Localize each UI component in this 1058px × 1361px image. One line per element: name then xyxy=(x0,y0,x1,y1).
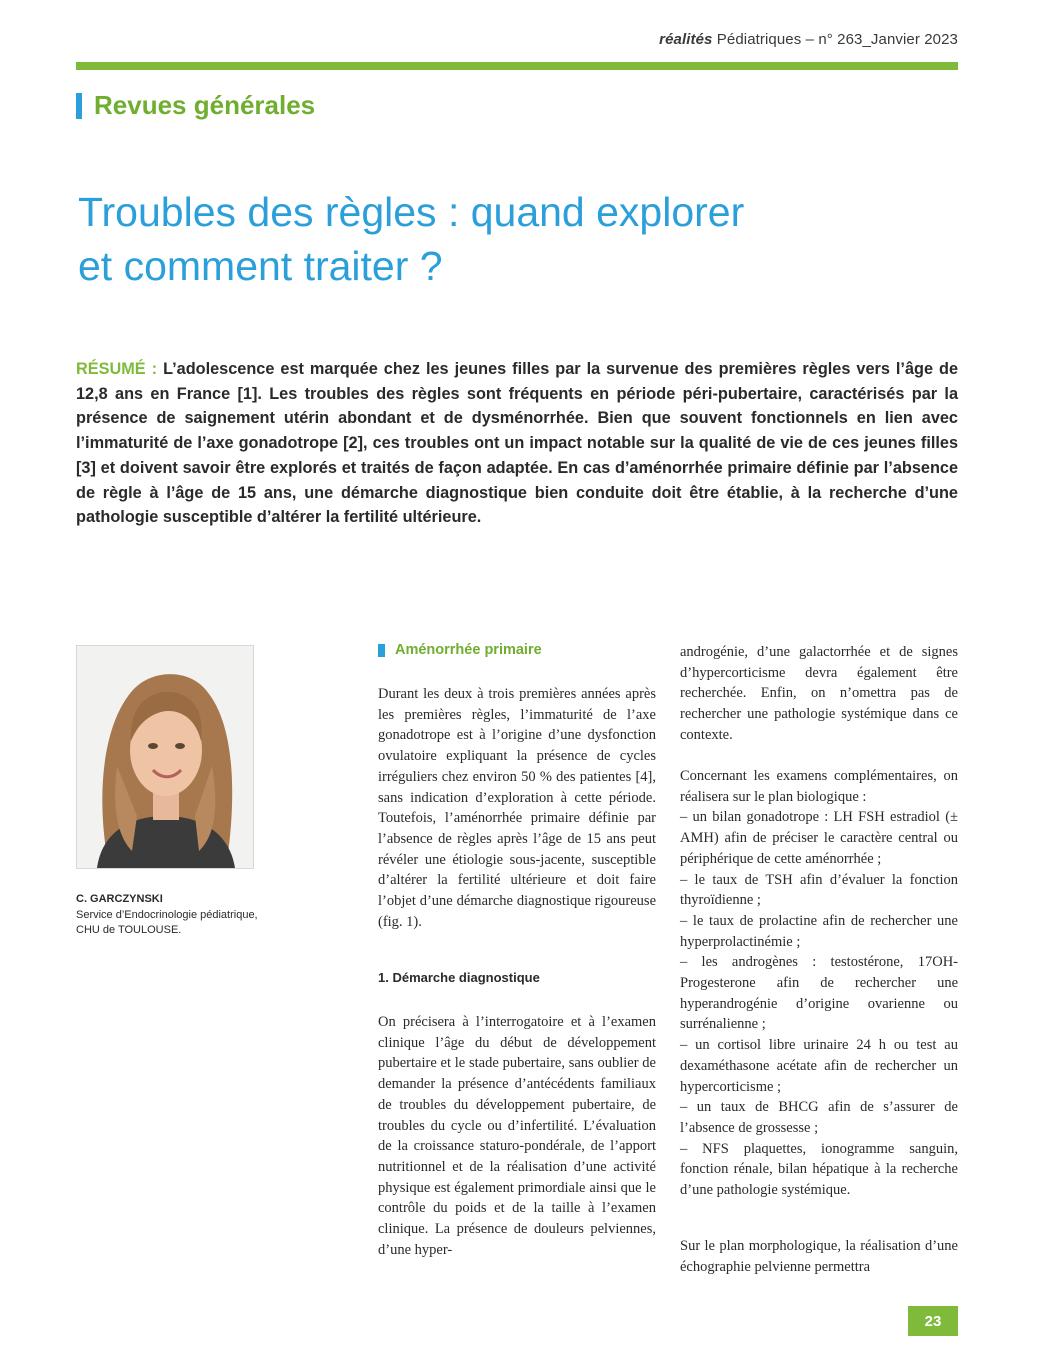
exam-item: – le taux de TSH afin d’évaluer la fonction thyroïdienne ; xyxy=(680,871,958,909)
exam-item: – un bilan gonadotrope : LH FSH estradiol (± AMH) afin de préciser le caractère central ou périphérique de cette aménorrhée ; xyxy=(680,809,958,867)
column2-paragraph-3: Sur le plan morphologique, la réalisation d’une échographie pelvienne permettra xyxy=(680,1238,958,1275)
exam-item: – les androgènes : testostérone, 17OH-Progesterone afin de rechercher une hyperandrogénie d’origine ovarienne ou surrénalienne ; xyxy=(680,954,958,1033)
exam-item: – un cortisol libre urinaire 24 h ou test au dexaméthasone acétate afin de rechercher un hypercorticisme ; xyxy=(680,1037,958,1095)
column-heading xyxy=(378,642,542,658)
page-number: 23 xyxy=(908,1306,958,1336)
exam-item: – NFS plaquettes, ionogramme sanguin, fonction rénale, bilan hépatique à la recherche d’une pathologie systémique. xyxy=(680,1140,958,1199)
column2-exam-list xyxy=(680,766,958,1201)
section-label: Revues générales xyxy=(94,90,316,120)
exam-intro: Concernant les examens complémentaires, on réalisera sur le plan biologique : xyxy=(680,768,958,805)
journal-brand: réalités xyxy=(659,31,713,48)
heading-text: Aménorrhée primaire xyxy=(395,642,542,658)
affiliation-line-2: CHU de TOULOUSE. xyxy=(76,924,182,936)
author-name: C. GARCZYNSKI xyxy=(76,893,163,905)
journal-issue: Pédiatriques – n° 263_Janvier 2023 xyxy=(716,31,958,48)
exam-item: – le taux de prolactine afin de rechercher une hyperprolactinémie ; xyxy=(680,912,958,950)
affiliation-line-1: Service d’Endocrinologie pédiatrique, xyxy=(76,909,258,921)
author-portrait-illustration xyxy=(77,646,253,868)
author-affiliation xyxy=(76,908,296,938)
article-title xyxy=(78,185,938,293)
section-tag xyxy=(76,90,315,121)
running-header xyxy=(659,31,958,48)
title-line-2: et comment traiter ? xyxy=(78,243,443,289)
abstract-text: L’adolescence est marquée chez les jeunes filles par la survenue des premières règles vers l’âge de 12,8 ans en France [1]. Les troubles des règles sont fréquents en période péri-pubertaire, caractérisés par la présence de saignement utérin abondant et de dysménorrhée. Bien que souvent fonctionnels en lien avec l’immaturité de l’axe gonadotrope [2], ces troubles ont un impact notable sur la qualité de vie de ces jeunes filles [3] et doivent savoir être explorés et traités de façon adaptée. En cas d’aménorrhée primaire définie par l’absence de règle à l’âge de 15 ans, une démarche diagnostique bien conduite doit être établie, à la recherche d’une pathologie susceptible d’altérer la fertilité ultérieure. xyxy=(76,360,958,527)
abstract-label: RÉSUMÉ : xyxy=(76,360,158,378)
abstract xyxy=(76,357,958,530)
column2-paragraph-1: androgénie, d’une galactorrhée et de signes d’hypercorticisme devra également être recherchée. Enfin, on n’omettra pas de rechercher une pathologie systémique dans ce contexte. xyxy=(680,644,958,743)
column1-paragraph-1: Durant les deux à trois premières années après les premières règles, l’immaturité de l’axe gonadotrope est à l’origine d’une dysfonction ovulatoire expliquant la présence de cycles irréguliers chez environ 50 % des patientes [4], sans indication d’exploration à cette période. Toutefois, l’aménorrhée primaire définie par l’absence de règles après l’âge de 15 ans peut révéler une étiologie sous-jacente, susceptible d’altérer la fertilité ultérieure et doit faire l’objet d’une démarche diagnostique rigoureuse (fig. 1). xyxy=(378,686,656,930)
subheading-demarche: 1. Démarche diagnostique xyxy=(378,970,540,985)
section-marker xyxy=(76,93,82,119)
author-photo xyxy=(76,645,254,869)
header-rule xyxy=(76,62,958,70)
column1-paragraph-2: On précisera à l’interrogatoire et à l’examen clinique l’âge du début de développement pubertaire et le stade pubertaire, sans oublier de demander la présence d’antécédents familiaux de troubles du développement pubertaire, de troubles du cycle ou d’infertilité. L’évaluation de la croissance staturo-pondérale, de l’apport nutritionnel et de la réalisation d’une activité physique est également primordiale ainsi que le contrôle du poids et de la taille à l’examen clinique. La présence de douleurs pelviennes, d’une hyper- xyxy=(378,1014,656,1258)
exam-item: – un taux de BHCG afin de s’assurer de l’absence de grossesse ; xyxy=(680,1099,958,1136)
heading-marker xyxy=(378,644,385,657)
title-line-1: Troubles des règles : quand explorer xyxy=(78,189,745,235)
